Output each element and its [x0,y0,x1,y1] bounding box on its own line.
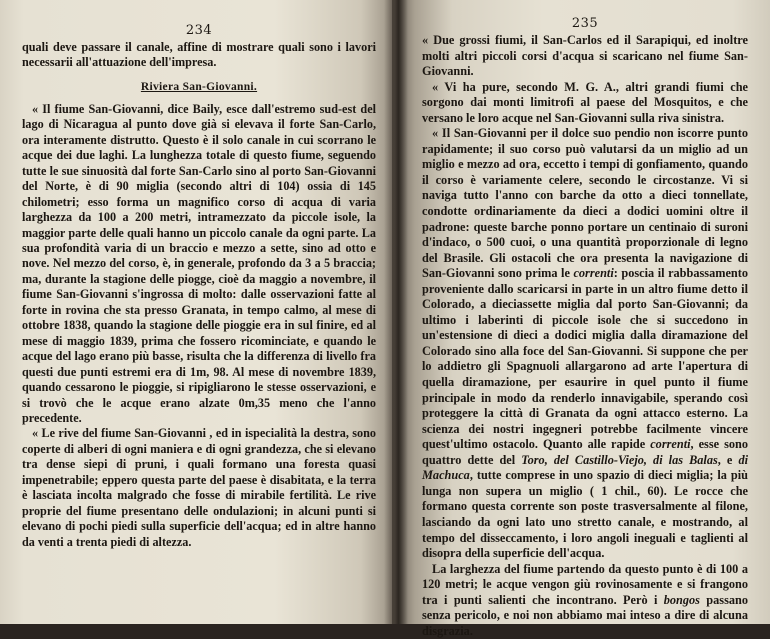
right-page [392,0,770,638]
italic-names: Toro, del Castillo-Viejo, di las Balas [521,452,718,467]
paragraph-banks: « Le rive del fiume San-Giovanni , ed in ispecialità la destra, sono coperte di alberi di ogni maniera e di ogni grandezza, che si elevano tra dense siepi di pruni, i quali formano una foresta quasi impenetrabile; eppero questa parte del paese è disabitata, e la terra è lasciata incolta malgrado che fosse di mirabile fertilità. Le rive proprie del fiume presentano delle ondulazioni; in alcuni punti si elevano di pochi piedi sulla superficie dell'acqua; ed in altre hanno da venti a trenta piedi di altezza. [22,426,376,549]
text-run: passano senza pericolo, e noi non abbiamo mai inteso a dire di alcuna disgrazia. [422,592,748,638]
page-number-left: 234 [185,23,213,38]
italic-term: correnti [573,266,614,281]
paragraph-mosquitos: « Vi ha pure, secondo M. G. A., altri grandi fiumi che sorgono dai monti limitrofi al paese del Mosquitos, e che versano le loro acque nel San-Giovanni sulla riva sinistra. [422,79,748,125]
text-run: : poscia il rabbassamento proveniente dallo scaricarsi in parte in un altro fiume detto il Colorado, a dieciassette miglia dal porto San-Giovanni; da ultimo i laberinti di piccole isole che si succedono in un'estensione di dieci a dodici miglia dalla diramazione del Colorado sino alla foce del San-Giovanni. Si suppone che per lo addietro gli Spagnuoli allargarono ad arte l'apertura di quella diramazione, per esaurire in quel punto il fiume principale in modo da renderlo innavigabile, sperando così proteggere la città di Granata da ogni attacco esterno. La scienza dei nostri ingegneri potrebbe facilmente vincere quest'ultimo ostacolo. Quanto alle rapide [422,266,749,452]
left-page [0,0,392,624]
paragraph-navigation [422,126,748,561]
paragraph-width [422,562,748,639]
italic-names: di Machuca [422,452,749,483]
paragraph-baily: « Il fiume San-Giovanni, dice Baily, esce dall'estremo sud-est del lago di Nicaragua al punto dove già si elevava il forte San-Carlo, ora interamente distrutto. Questo è il solo canale in cui scorrano le acque dei due laghi. La lunghezza totale di questo fiume, seguendo tutte le sue sinuosità dal forte San-Carlo sino al porto San-Giovanni del Norte, è di 90 miglia (secondo altri di 104) ossia di 145 chilometri; esso forma un magnifico corso di acqua di varia larghezza da 100 a 200 metri, intramezzato da piccole isole, la maggior parte delle quali hanno un piccolo canale da ogni parte. La sua profondità varia di un braccio e mezzo a sette, sino ad otto e nove. Nel mezzo del corso, è, in generale, profondo da 3 a 5 braccia; ma, durante la stagione delle piogge, cioè da maggio a novembre, il fiume San-Giovanni s'ingrossa di molto: dalle osservazioni fatte al forte in rovina che sta presso Granata, in tempo calmo, al mese di ottobre 1838, quando la stagione delle pioggie era in sul finire, ed al mese di maggio 1839, prima che fossero ricominciate, e quando le acque del lago erano più basse, risulta che la differenza di livello fra questi due punti estremi era di 1m, 98. Al mese di novembre 1839, quando cessarono le pioggie, si ripigliarono le stesse osservazioni, e si trovò che le acque erano alzate 0m,35 meno che l'anno precedente. [22,101,376,425]
text-run: , tutte comprese in uno spazio di dieci miglia; la più lunga non supera un miglio ( 1 chil., 60). Le rocce che formano questa corrente son poste trasversalmente al filone, lasciando da ogni lato uno stretto canale, e mostrando, al tempo del disseccamento, i loro angoli ineguali e taglienti al disopra della superficie dell'acqua. [422,468,748,561]
text-run: La larghezza del fiume partendo da questo punto è di 100 a 120 metri; le acque vengon giù rovinosamente e si frangono tra i punti salienti che incontrano. Però i [422,561,748,607]
right-page-text [422,33,748,639]
text-run: « Il San-Giovanni per il dolce suo pendio non iscorre punto rapidamente; il suo corso può valutarsi da un miglio ad un miglio e mezzo ad ora, eccetto i tempi di gonfiamento, quando il corso è variamente celere, secondo le circostanze. Vi si naviga tutto l'anno con barche da otto a dieci tonnellate, condotte ordinariamente da dieci a dodici uomini oltre il padrone: queste barche ponno portare un centinaio di suroni d'indaco, o 500 cuoi, o una quantità proporzionale di legno del Brasile. Gli ostacoli che ora presenta la navigazione di San-Giovanni sono prima le [422,126,748,281]
italic-term: correnti [650,437,691,452]
text-run: , e [717,452,739,467]
paragraph-tributaries: « Due grossi fiumi, il San-Carlos ed il Sarapiqui, ed inoltre molti altri piccoli corsi d'acqua si scaricano nel fiume San-Giovanni. [422,33,748,79]
left-page-text [22,40,376,550]
text-run: , esse sono quattro dette del [422,437,748,467]
italic-term: bongos [663,592,700,607]
page-number-right: 235 [571,16,599,31]
intro-paragraph: quali deve passare il canale, affine di mostrare quali sono i lavori necessarii all'attuazione dell'impresa. [22,40,376,70]
section-heading: Riviera San-Giovanni. [140,80,258,93]
